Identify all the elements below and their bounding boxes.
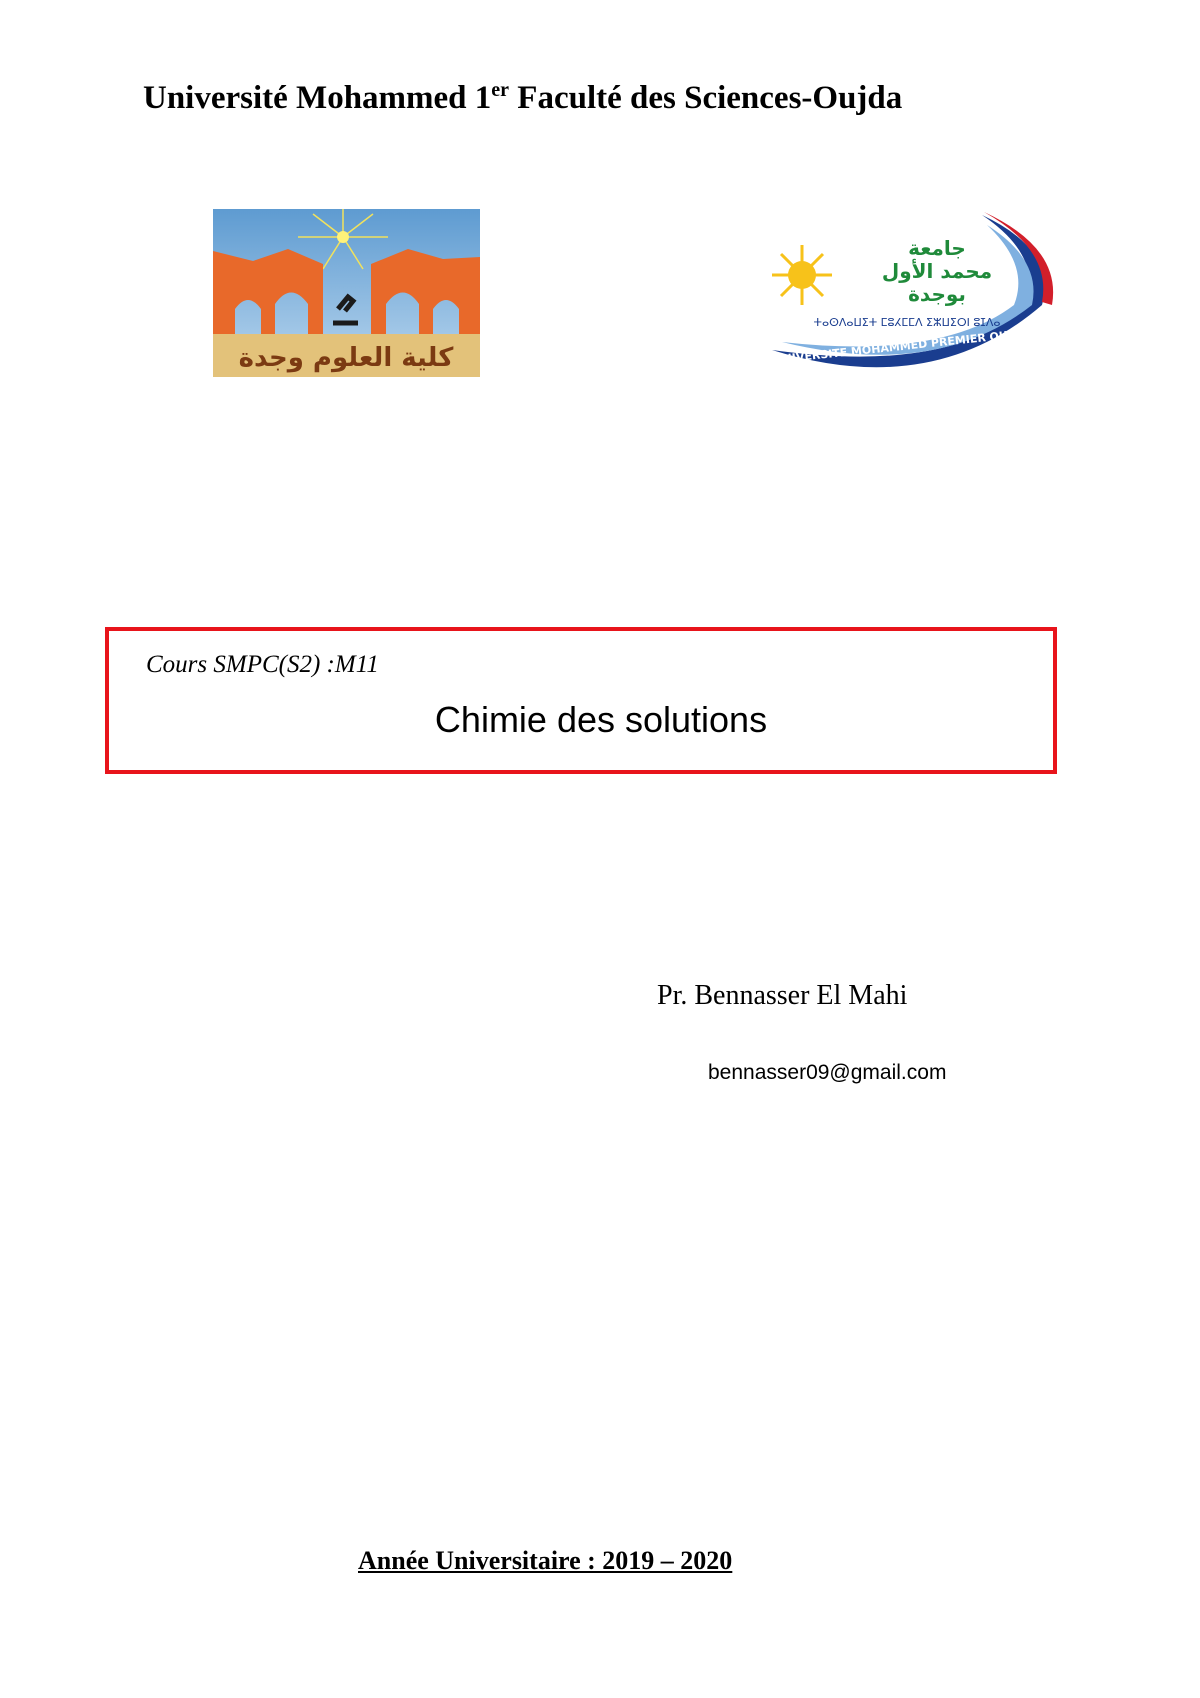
ordinal-superscript: er bbox=[491, 79, 510, 101]
faculty-logo bbox=[213, 209, 480, 377]
university-logo-arabic-2: محمد الأول bbox=[881, 259, 993, 283]
course-title-box bbox=[105, 627, 1057, 774]
university-logo-arabic-3: بوجدة bbox=[908, 282, 966, 306]
course-code: Cours SMPC(S2) :M11 bbox=[146, 651, 379, 678]
university-name: Université Mohammed 1 bbox=[143, 80, 492, 116]
author-email: bennasser09@gmail.com bbox=[708, 1061, 947, 1084]
university-logo-arabic-1: جامعة bbox=[908, 236, 966, 260]
university-logo-french: UNIVERSITE MOHAMMED PREMIER OUJDA bbox=[773, 326, 1031, 367]
course-title: Chimie des solutions bbox=[434, 699, 768, 740]
university-logo-tifinagh: ⵜⴰⵙⴷⴰⵡⵉⵜ ⵎⵓⵃⵎⵎⴷ ⵉⵣⵡⵉⵔⵏ ⵓⵊⴷⴰ bbox=[813, 316, 1001, 329]
faculty-logo-text: كلية العلوم وجدة bbox=[238, 343, 454, 373]
faculty-name: Faculté des Sciences-Oujda bbox=[517, 80, 903, 116]
author-name: Pr. Bennasser El Mahi bbox=[657, 980, 908, 1011]
page-header bbox=[143, 80, 902, 117]
university-logo bbox=[752, 210, 1062, 378]
academic-year: Année Universitaire : 2019 – 2020 bbox=[358, 1546, 733, 1575]
